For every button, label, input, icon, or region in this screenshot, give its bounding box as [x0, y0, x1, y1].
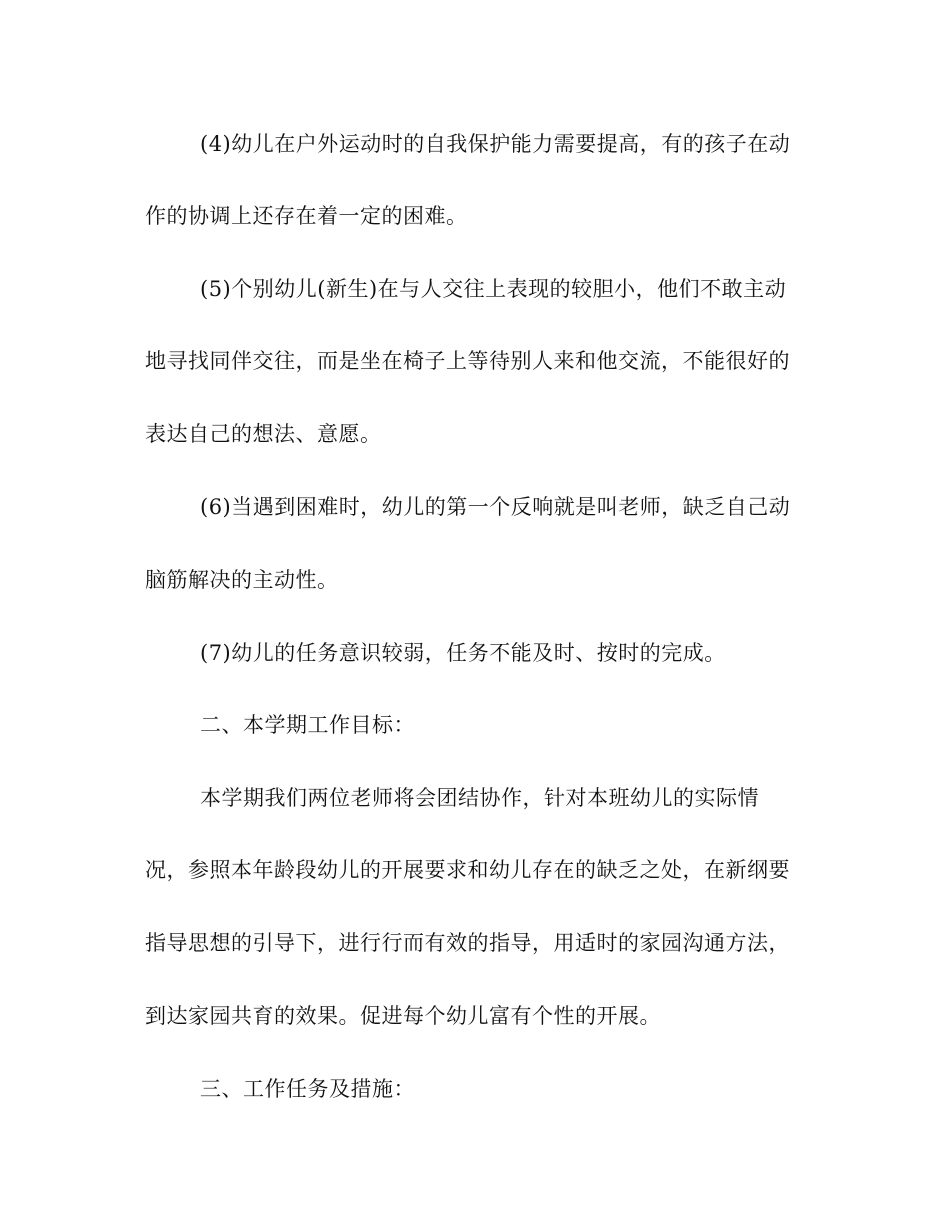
- paragraph-6-line-2: 脑筋解决的主动性。: [145, 568, 339, 592]
- paragraph-5-line-1: (5)个别幼儿(新生)在与人交往上表现的较胆小，他们不敢主动: [200, 277, 787, 301]
- goals-paragraph-line-2: 况，参照本年龄段幼儿的开展要求和幼儿存在的缺乏之处，在新纲要: [145, 858, 790, 882]
- paragraph-7: (7)幼儿的任务意识较弱，任务不能及时、按时的完成。: [200, 641, 726, 665]
- paragraph-5-line-2: 地寻找同伴交往，而是坐在椅子上等待别人来和他交流，不能很好的: [145, 349, 790, 373]
- goals-paragraph-line-1: 本学期我们两位老师将会团结协作，针对本班幼儿的实际情: [200, 786, 759, 810]
- goals-paragraph-line-4: 到达家园共育的效果。促进每个幼儿富有个性的开展。: [145, 1004, 661, 1028]
- section-heading-3: 三、工作任务及措施：: [200, 1077, 415, 1101]
- section-heading-2: 二、本学期工作目标：: [200, 713, 415, 737]
- paragraph-4-line-1: (4)幼儿在户外运动时的自我保护能力需要提高，有的孩子在动: [200, 132, 791, 156]
- goals-paragraph-line-3: 指导思想的引导下，进行行而有效的指导，用适时的家园沟通方法，: [145, 931, 790, 955]
- paragraph-5-line-3: 表达自己的想法、意愿。: [145, 422, 382, 446]
- paragraph-4-line-2: 作的协调上还存在着一定的困难。: [145, 204, 468, 228]
- paragraph-6-line-1: (6)当遇到困难时，幼儿的第一个反响就是叫老师，缺乏自己动: [200, 495, 791, 519]
